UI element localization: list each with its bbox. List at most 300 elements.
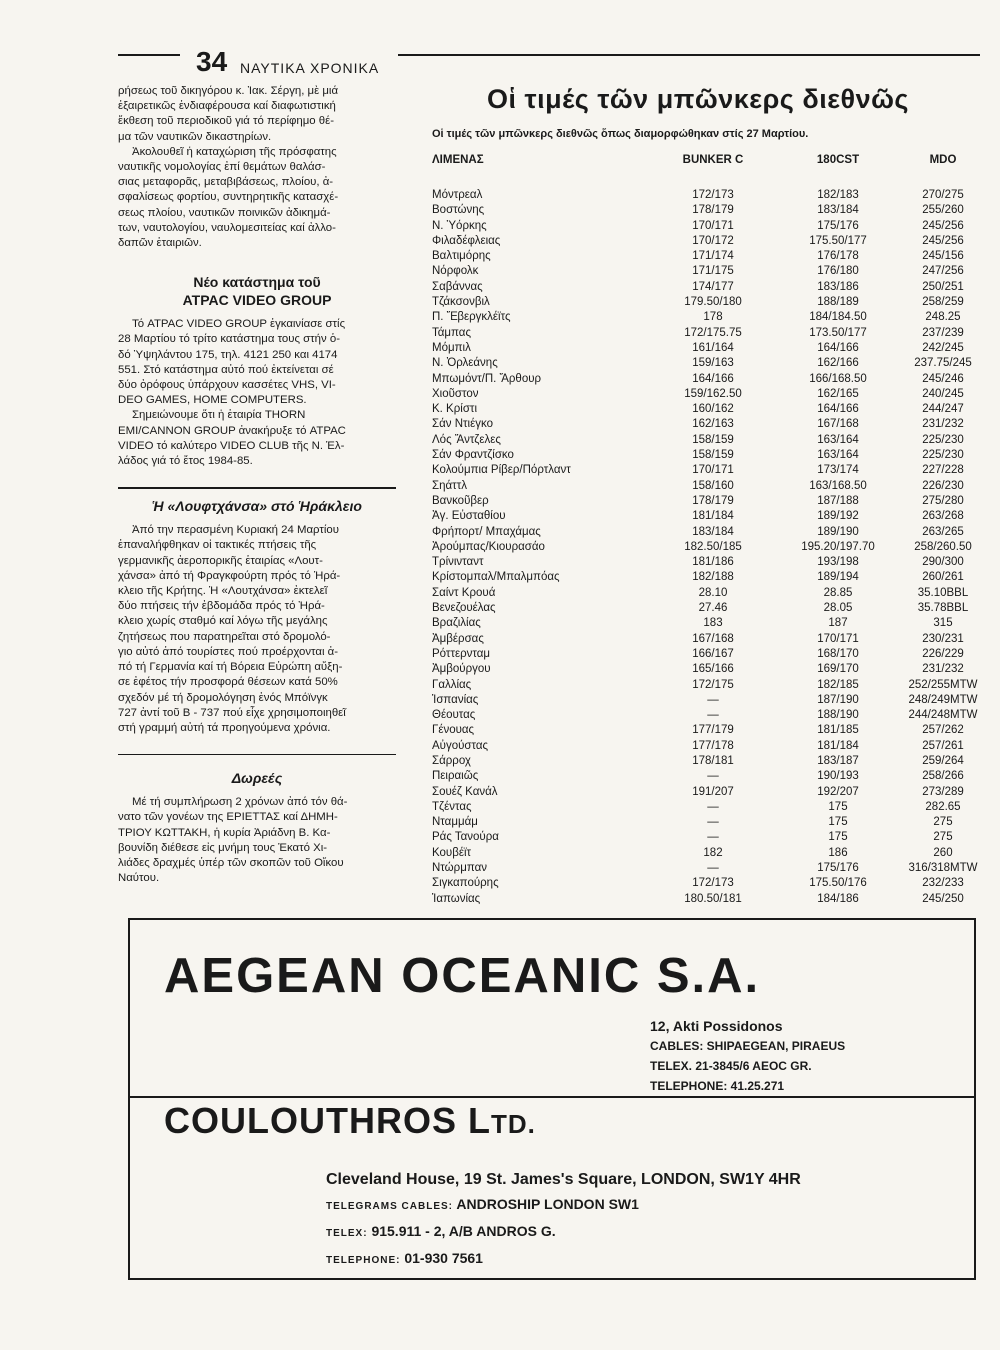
- text-line: Ἀκολουθεῖ ἡ καταχώριση τῆς πρόσφατης: [132, 145, 337, 158]
- table-row: [418, 754, 978, 769]
- advertisement: [128, 918, 976, 1280]
- section-title-donations: Δωρεές: [231, 770, 283, 787]
- cell-bunker-c: 159/162.50: [684, 387, 742, 400]
- cell-180cst: 162/166: [817, 357, 859, 370]
- cell-bunker-c: 178/179: [692, 204, 734, 217]
- cell-mdo: 275: [933, 816, 953, 829]
- cell-180cst: 173.50/177: [809, 326, 867, 339]
- cell-mdo: 260/261: [922, 571, 964, 584]
- text-line: δύο πτήσεις τήν ἑβδομάδα πρός τό Ἡρά-: [118, 600, 325, 613]
- cell-bunker-c: —: [707, 693, 719, 706]
- cell-port: Τάμπας: [432, 326, 471, 339]
- cell-mdo: 244/247: [922, 403, 964, 416]
- text-line: ναυτικῆς νομολογίας ἐπί θεμάτων θαλάσ-: [118, 161, 326, 174]
- ad-piraeus-address: [650, 1016, 845, 1096]
- cell-180cst: 166/168.50: [809, 372, 867, 385]
- table-row: [418, 448, 978, 463]
- text-line: κλειο χωρίς σταθμό καί λόγω τῆς μεγάλης: [118, 615, 328, 628]
- cell-mdo: 248/249MTW: [908, 693, 978, 706]
- table-row: [418, 310, 978, 325]
- table-row: [418, 188, 978, 203]
- text-line: Μέ τή συμπλήρωση 2 χρόνων ἀπό τόν θά-: [132, 796, 348, 809]
- section-title-line: ATPAC VIDEO GROUP: [182, 292, 332, 309]
- table-row: [418, 815, 978, 830]
- cell-bunker-c: 181/184: [692, 510, 734, 523]
- cell-bunker-c: 181/186: [692, 556, 734, 569]
- cell-port: Θέουτας: [432, 709, 476, 722]
- lufthansa-paragraph: [118, 523, 396, 736]
- cell-180cst: 28.85: [823, 586, 853, 599]
- cell-bunker-c: 164/166: [692, 372, 734, 385]
- section-divider: [118, 487, 396, 489]
- table-row: [418, 494, 978, 509]
- atpac-paragraph-2: [118, 408, 396, 469]
- table-row: [418, 402, 978, 417]
- ad-london-address: Cleveland House, 19 St. James's Square, LONDON, SW1Y 4HR: [326, 1171, 801, 1188]
- table-row: [418, 570, 978, 585]
- cell-bunker-c: 180.50/181: [684, 892, 742, 905]
- text-line: βουνίδη διέθεσε εἰς μνήμη τους Ἑκατό Χι-: [118, 841, 328, 854]
- cell-180cst: 193/198: [817, 556, 859, 569]
- table-row: [418, 616, 978, 631]
- text-line: EMI/CANNON GROUP ἀνακήρυξε τό ATPAC: [118, 424, 346, 437]
- cell-mdo: 232/233: [922, 877, 964, 890]
- cell-port: Φιλαδέφλειας: [432, 234, 501, 247]
- cell-mdo: 225/230: [922, 449, 964, 462]
- cell-180cst: 182/185: [817, 678, 859, 691]
- table-row: [418, 372, 978, 387]
- cell-bunker-c: —: [707, 770, 719, 783]
- table-row: [418, 509, 978, 524]
- cell-mdo: 290/300: [922, 556, 964, 569]
- cell-180cst: 183/187: [817, 754, 859, 767]
- cell-180cst: 187: [828, 617, 848, 630]
- cell-180cst: 28.05: [823, 602, 853, 615]
- cell-180cst: 175: [828, 800, 848, 813]
- cell-port: Χιοῦστον: [432, 387, 479, 400]
- cell-bunker-c: —: [707, 800, 719, 813]
- table-row: [418, 708, 978, 723]
- table-row: [418, 846, 978, 861]
- cell-mdo: 244/248MTW: [908, 709, 978, 722]
- text-line: λιάδες δραχμές ὑπέρ τῶν σκοπῶν τοῦ Οἴκου: [118, 856, 344, 869]
- cell-180cst: 188/190: [817, 709, 859, 722]
- table-row: [418, 861, 978, 876]
- cell-180cst: 176/178: [817, 250, 859, 263]
- ad-telex: TELEX. 21-3845/6 AEOC GR.: [650, 1059, 812, 1073]
- cell-180cst: 175.50/177: [809, 234, 867, 247]
- text-line: Τό ATPAC VIDEO GROUP ἐγκαινίασε στίς: [132, 318, 346, 331]
- cell-mdo: 252/255MTW: [908, 678, 978, 691]
- cell-port: Ἀρούμπας/Κιουρασάο: [432, 540, 545, 553]
- header-port: ΛΙΜΕΝΑΣ: [432, 154, 484, 166]
- table-row: [418, 264, 978, 279]
- section-title-atpac: [118, 273, 396, 309]
- text-line: χάνσα» ἀπό τή Φραγκφούρτη πρός τό Ἡρά-: [118, 569, 341, 582]
- cell-bunker-c: 170/171: [692, 219, 734, 232]
- table-row: [418, 769, 978, 784]
- cell-mdo: 275/280: [922, 494, 964, 507]
- cell-port: Σαβάννας: [432, 280, 483, 293]
- table-row: [418, 586, 978, 601]
- cell-mdo: 245/250: [922, 892, 964, 905]
- ad-title2-small: TD.: [490, 1109, 536, 1139]
- table-row: [418, 830, 978, 845]
- table-row: [418, 739, 978, 754]
- bunker-prices-table: [418, 82, 978, 907]
- cell-port: Νόρφολκ: [432, 265, 479, 278]
- cell-bunker-c: —: [707, 816, 719, 829]
- cell-port: Σάν Φραντζίσκο: [432, 449, 514, 462]
- page-number: 34: [196, 46, 228, 77]
- cell-port: Βαλτιμόρης: [432, 250, 491, 263]
- table-row: [418, 356, 978, 371]
- cell-mdo: 226/230: [922, 479, 964, 492]
- cell-mdo: 230/231: [922, 632, 964, 645]
- ad-tel-label: TELEPHONE:: [326, 1255, 401, 1266]
- text-line: DEO GAMES, HOME COMPUTERS.: [118, 394, 307, 407]
- table-row: [418, 892, 978, 907]
- text-line: ἐξαιρετικῶς ἐνδιαφέρουσα καί διαφωτιστική: [118, 100, 336, 113]
- table-row: [418, 662, 978, 677]
- text-line: σιας μεταφορᾶς, μεταβιβάσεως, πλοίου, ἀ-: [118, 176, 334, 189]
- cell-port: Λός Ἄντζελες: [432, 433, 501, 446]
- cell-port: Ν. Ὑόρκης: [432, 219, 487, 232]
- cell-bunker-c: 171/175: [692, 265, 734, 278]
- cell-port: Τρίνινταντ: [432, 556, 484, 569]
- cell-180cst: 175: [828, 831, 848, 844]
- magazine-name: ΝΑΥΤΙΚΑ ΧΡΟΝΙΚΑ: [240, 60, 380, 76]
- header-rule-right: [398, 54, 980, 56]
- header-rule-left: [118, 54, 180, 56]
- cell-bunker-c: 174/177: [692, 280, 734, 293]
- cell-180cst: 190/193: [817, 770, 859, 783]
- cell-mdo: 225/230: [922, 433, 964, 446]
- cell-180cst: 163/164: [817, 449, 859, 462]
- cell-bunker-c: 159/163: [692, 357, 734, 370]
- cell-port: Σαίντ Κρουά: [432, 586, 496, 599]
- cell-mdo: 226/229: [922, 647, 964, 660]
- cell-port: Γαλλίας: [432, 678, 472, 691]
- cell-mdo: 242/245: [922, 341, 964, 354]
- text-line: σχεδόν μέ τή δρομολόγηση ἑνός Μπόϊνγκ: [118, 691, 328, 704]
- text-line: 28 Μαρτίου τό τρίτο κατάστημα τους στήν ὁ-: [118, 333, 340, 346]
- cell-port: Σάν Ντιέγκο: [432, 418, 493, 431]
- cell-bunker-c: 178: [703, 311, 723, 324]
- text-line: Ναύτου.: [118, 872, 160, 885]
- cell-bunker-c: 170/172: [692, 234, 734, 247]
- cell-bunker-c: 166/167: [692, 647, 734, 660]
- cell-180cst: 173/174: [817, 464, 859, 477]
- cell-port: Κ. Κρίστι: [432, 403, 478, 416]
- ad-telegrams: [326, 1192, 801, 1219]
- cell-180cst: 175/176: [817, 219, 859, 232]
- table-header-row: [418, 154, 978, 174]
- table-row: [418, 723, 978, 738]
- cell-180cst: 169/170: [817, 663, 859, 676]
- cell-180cst: 181/184: [817, 739, 859, 752]
- text-line: κλειο τῆς Κρήτης. Ἡ «Λουτχάνσα» ἐκτελεῖ: [118, 585, 328, 598]
- table-row: [418, 249, 978, 264]
- cell-mdo: 247/256: [922, 265, 964, 278]
- text-line: Ἀπό την περασμένη Κυριακή 24 Μαρτίου: [132, 524, 339, 537]
- table-row: [418, 341, 978, 356]
- cell-bunker-c: 172/175.75: [684, 326, 742, 339]
- ad-cables: CABLES: SHIPAEGEAN, PIRAEUS: [650, 1039, 846, 1053]
- cell-180cst: 189/194: [817, 571, 859, 584]
- cell-180cst: 176/180: [817, 265, 859, 278]
- table-row: [418, 234, 978, 249]
- ad-telex-value: 915.911 - 2, A/B ANDROS G.: [371, 1223, 556, 1239]
- header-mdo: MDO: [929, 154, 957, 166]
- cell-port: Κολούμπια Ρίβερ/Πόρτλαντ: [432, 464, 571, 477]
- cell-180cst: 181/185: [817, 724, 859, 737]
- cell-180cst: 184/184.50: [809, 311, 867, 324]
- text-line: ΤΡΙΟΥ ΚΩΤΤΑΚΗ, ἡ κυρία Ἀριάδνη Β. Κα-: [118, 826, 331, 839]
- intro-paragraph: [118, 84, 396, 145]
- table-row: [418, 601, 978, 616]
- cell-180cst: 183/184: [817, 204, 859, 217]
- cell-bunker-c: 158/159: [692, 433, 734, 446]
- cell-mdo: 263/265: [922, 525, 964, 538]
- cell-bunker-c: 183: [703, 617, 723, 630]
- section-divider: [118, 754, 396, 755]
- table-row: [418, 555, 978, 570]
- text-line: σεως πλοίου, ναυτικῶν ποινικῶν ἀδικημά-: [118, 206, 331, 219]
- cell-mdo: 257/261: [922, 739, 964, 752]
- text-line: 727 ἀντί τοῦ Β - 737 πού εἶχε χρησιμοποιηθεῖ: [118, 706, 346, 719]
- cell-180cst: 183/186: [817, 280, 859, 293]
- text-line: δό Ὑψηλάντου 175, τηλ. 4121 250 και 4174: [118, 348, 338, 361]
- cell-port: Ἀμβούργου: [432, 663, 491, 676]
- cell-port: Τζάκσονβιλ: [432, 296, 490, 309]
- header-180cst: 180CST: [816, 154, 860, 166]
- text-line: δύο ὀρόφους ὑπάρχουν κασσέτες VHS, VI-: [118, 379, 336, 392]
- cell-mdo: 258/266: [922, 770, 964, 783]
- cell-180cst: 175/176: [817, 862, 859, 875]
- cell-bunker-c: 182/188: [692, 571, 734, 584]
- ad-street: 12, Akti Possidonos: [650, 1018, 783, 1034]
- donations-paragraph: [118, 795, 396, 886]
- text-line: σε ἐφέτος τήν προσφορά θέσεων κατά 50%: [118, 676, 338, 689]
- ad-london-telex: [326, 1219, 801, 1246]
- cell-mdo: 282.65: [925, 800, 961, 813]
- cell-180cst: 189/190: [817, 525, 859, 538]
- cell-180cst: 188/189: [817, 296, 859, 309]
- table-row: [418, 479, 978, 494]
- cell-mdo: 245/156: [922, 250, 964, 263]
- text-line: 551. Στό κατάστημα αὐτό πού ἐκτείνεται σέ: [118, 363, 334, 376]
- cell-port: Μόμπιλ: [432, 341, 471, 354]
- cell-bunker-c: 27.46: [698, 602, 728, 615]
- cell-port: Ἀγ. Εὐσταθίου: [432, 510, 506, 523]
- table-row: [418, 433, 978, 448]
- cell-bunker-c: 177/178: [692, 739, 734, 752]
- cell-180cst: 192/207: [817, 785, 859, 798]
- table-row: [418, 693, 978, 708]
- intro-paragraph-2: [118, 145, 396, 251]
- cell-port: Πειραιῶς: [432, 770, 479, 783]
- cell-mdo: 257/262: [922, 724, 964, 737]
- cell-bunker-c: —: [707, 709, 719, 722]
- cell-mdo: 245/256: [922, 234, 964, 247]
- cell-180cst: 164/166: [817, 341, 859, 354]
- cell-bunker-c: —: [707, 862, 719, 875]
- cell-port: Ράς Τανούρα: [432, 831, 499, 844]
- ad-telephone: TELEPHONE: 41.25.271: [650, 1079, 785, 1093]
- cell-mdo: 275: [933, 831, 953, 844]
- table-title: Οἱ τιμές τῶν μπῶνκερς διεθνῶς: [487, 84, 909, 114]
- cell-port: Ἰσπανίας: [432, 693, 479, 706]
- cell-port: Σουέζ Κανάλ: [432, 785, 498, 798]
- cell-180cst: 168/170: [817, 647, 859, 660]
- table-row: [418, 219, 978, 234]
- left-column: [118, 84, 396, 886]
- table-row: [418, 647, 978, 662]
- text-line: ἔκθεση τοῦ περιοδικοῦ γιά τό περίφημο θέ-: [118, 115, 334, 128]
- cell-bunker-c: 161/164: [692, 341, 734, 354]
- cell-mdo: 250/251: [922, 280, 964, 293]
- cell-bunker-c: 191/207: [692, 785, 734, 798]
- header-bunker-c: BUNKER C: [682, 154, 744, 166]
- text-line: VIDEO τό καλύτερο VIDEO CLUB τῆς Ν. Ἑλ-: [118, 439, 345, 452]
- cell-mdo: 259/264: [922, 754, 964, 767]
- cell-bunker-c: 167/168: [692, 632, 734, 645]
- cell-mdo: 258/259: [922, 296, 964, 309]
- table-row: [418, 280, 978, 295]
- cell-mdo: 240/245: [922, 387, 964, 400]
- cell-180cst: 184/186: [817, 892, 859, 905]
- cell-bunker-c: 28.10: [698, 586, 728, 599]
- cell-180cst: 182/183: [817, 189, 859, 201]
- ad-telex-label: TELEX:: [326, 1228, 368, 1239]
- table-body: [418, 188, 978, 907]
- table-subtitle: Οἱ τιμές τῶν μπῶνκερς διεθνῶς ὅπως διαμορφώθηκαν στίς 27 Μαρτίου.: [432, 128, 809, 140]
- cell-port: Ν. Ὀρλεάνης: [432, 357, 498, 370]
- ad-company-title: AEGEAN OCEANIC S.A.: [164, 949, 761, 1003]
- cell-bunker-c: 162/163: [692, 418, 734, 431]
- cell-bunker-c: 177/179: [692, 724, 734, 737]
- cell-mdo: 248.25: [925, 311, 961, 324]
- cell-180cst: 175.50/176: [809, 877, 867, 890]
- table-row: [418, 540, 978, 555]
- cell-port: Βανκοῦβερ: [432, 494, 489, 507]
- cell-bunker-c: 179.50/180: [684, 296, 742, 309]
- cell-bunker-c: 171/174: [692, 250, 734, 263]
- cell-bunker-c: 158/160: [692, 479, 734, 492]
- cell-180cst: 164/166: [817, 403, 859, 416]
- cell-port: Σιγκαπούρης: [432, 877, 499, 890]
- ad-company-title-2: [164, 1100, 536, 1142]
- cell-mdo: 270/275: [922, 189, 964, 201]
- text-line: των, ναυτολογίου, ναυλομεσιτείας καί ἀλλο-: [118, 221, 336, 234]
- cell-bunker-c: 178/181: [692, 754, 734, 767]
- cell-mdo: 35.10BBL: [917, 586, 969, 599]
- cell-mdo: 316/318MTW: [908, 862, 978, 875]
- text-line: σφαλίσεως φορτίου, συντηρητικῆς κατασχέ-: [118, 191, 339, 204]
- cell-mdo: 245/246: [922, 372, 964, 385]
- cell-mdo: 315: [933, 617, 953, 630]
- cell-port: Ρόττερνταμ: [432, 647, 491, 660]
- cell-port: Μόντρεαλ: [432, 189, 483, 201]
- cell-port: Σάρροχ: [432, 754, 471, 767]
- table-row: [418, 417, 978, 432]
- table-row: [418, 632, 978, 647]
- text-line: ζητήσεως που παρατηρεῖται στό δρομολό-: [118, 630, 331, 643]
- cell-bunker-c: 172/175: [692, 678, 734, 691]
- atpac-paragraph-1: [118, 317, 396, 408]
- ad-telegrams-value: ANDROSHIP LONDON SW1: [456, 1196, 639, 1212]
- cell-mdo: 227/228: [922, 464, 964, 477]
- table-row: [418, 785, 978, 800]
- cell-port: Φρήπορτ/ Μπαχάμας: [432, 525, 541, 538]
- cell-180cst: 175: [828, 816, 848, 829]
- cell-180cst: 195.20/197.70: [801, 540, 875, 553]
- cell-mdo: 260: [933, 846, 953, 859]
- cell-180cst: 170/171: [817, 632, 859, 645]
- cell-port: Τζέντας: [432, 800, 472, 813]
- text-line: πό τή Γερμανία καί τή Βόρεια Εὐρώπη αὔξη-: [118, 661, 343, 674]
- cell-port: Νταμμάμ: [432, 816, 478, 829]
- cell-bunker-c: —: [707, 831, 719, 844]
- cell-bunker-c: 158/159: [692, 449, 734, 462]
- cell-mdo: 35.78BBL: [917, 602, 969, 615]
- text-line: Σημειώνουμε ὅτι ἡ ἑταιρία THORN: [132, 409, 306, 422]
- ad-telegrams-label: TELEGRAMS CABLES:: [326, 1201, 453, 1212]
- cell-mdo: 237.75/245: [914, 357, 972, 370]
- cell-bunker-c: 183/184: [692, 525, 734, 538]
- cell-mdo: 231/232: [922, 663, 964, 676]
- cell-bunker-c: 160/162: [692, 403, 734, 416]
- cell-port: Σηάττλ: [432, 479, 467, 492]
- table-row: [418, 295, 978, 310]
- cell-port: Ἰαπωνίας: [432, 892, 481, 905]
- cell-180cst: 163/164: [817, 433, 859, 446]
- ad-divider: [130, 1096, 974, 1098]
- cell-bunker-c: 172/173: [692, 877, 734, 890]
- cell-port: Κρίστομπαλ/Μπαλμπόας: [432, 571, 560, 584]
- text-line: ρήσεως τοῦ δικηγόρου κ. Ἰακ. Σέργη, μὲ μιά: [118, 85, 339, 97]
- cell-mdo: 237/239: [922, 326, 964, 339]
- ad-london-details: [326, 1168, 801, 1273]
- cell-180cst: 186: [828, 846, 848, 859]
- text-line: στή γραμμή αὐτή τά προηγούμενα χρόνια.: [118, 721, 331, 734]
- table-row: [418, 876, 978, 891]
- cell-mdo: 273/289: [922, 785, 964, 798]
- section-title-line: Νέο κατάστημα τοῦ: [193, 274, 321, 291]
- cell-mdo: 258/260.50: [914, 540, 972, 553]
- cell-bunker-c: 165/166: [692, 663, 734, 676]
- table-row: [418, 387, 978, 402]
- ad-title2-main: COULOUTHROS L: [164, 1100, 491, 1141]
- cell-mdo: 231/232: [922, 418, 964, 431]
- ad-tel-value: 01-930 7561: [404, 1250, 483, 1266]
- cell-bunker-c: 182.50/185: [684, 540, 742, 553]
- text-line: γερμανικῆς ἀεροπορικῆς ἑταιρίας «Λουτ-: [118, 554, 323, 567]
- cell-port: Αὐγούστας: [432, 739, 489, 752]
- cell-mdo: 263/268: [922, 510, 964, 523]
- table-row: [418, 463, 978, 478]
- cell-180cst: 187/188: [817, 494, 859, 507]
- cell-180cst: 163/168.50: [809, 479, 867, 492]
- table-row: [418, 203, 978, 218]
- cell-port: Βραζιλίας: [432, 617, 481, 630]
- cell-bunker-c: 178/179: [692, 494, 734, 507]
- cell-port: Μπωμόντ/Π. Ἄρθουρ: [432, 372, 542, 385]
- section-title-lufthansa: Ἡ «Λουφτχάνσα» στό Ἡράκλειο: [152, 498, 362, 515]
- cell-180cst: 187/190: [817, 693, 859, 706]
- cell-port: Βενεζουέλας: [432, 602, 496, 615]
